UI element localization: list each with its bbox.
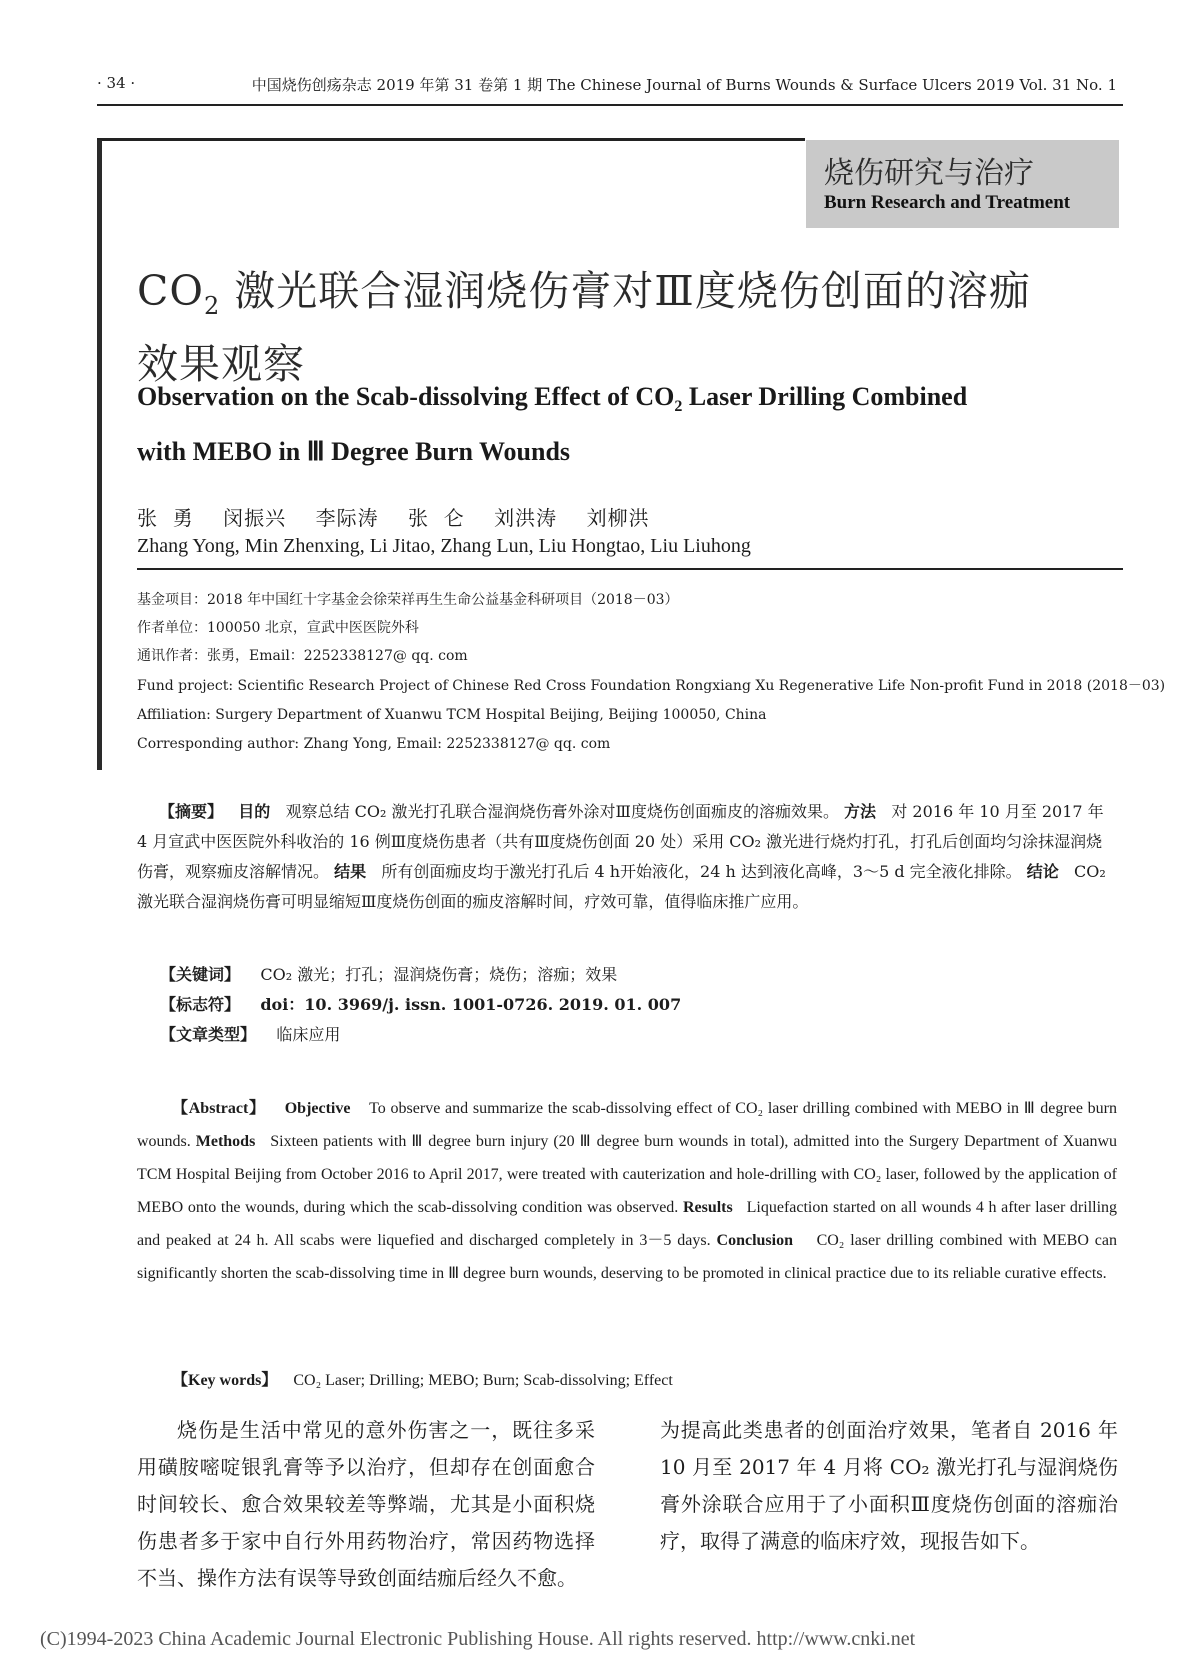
header-rule (97, 104, 1123, 106)
abstract-zh: 【摘要】 目的 观察总结 CO₂ 激光打孔联合湿润烧伤膏外涂对Ⅲ度烧伤创面痂皮的溶痂效果。 方法 对 2016 年 10 月至 2017 年 4 月宣武中医医院外科收治的 16 例Ⅲ度烧伤患者（共有Ⅲ度烧伤创面 20 处）采用 CO₂ 激光进行烧灼打孔，打孔后创面均匀涂抹湿润烧伤膏，观察痂皮溶解情况。 结果 所有创面痂皮均于激光打孔后 4 h开始液化，24 h 达到液化高峰，3～5 d 完全液化排除。 结论 CO₂ 激光联合湿润烧伤膏可明显缩短Ⅲ度烧伤创面的痂皮溶解时间，疗效可靠，值得临床推广应用。 (137, 802, 1106, 911)
corresponding-zh: 通讯作者：张勇，Email：2252338127@ qq. com (137, 648, 468, 664)
running-header (97, 74, 1117, 98)
corresponding-en: Corresponding author: Zhang Yong, Email: 2252338127@ qq. com (137, 736, 611, 752)
title-block-rule (97, 138, 805, 141)
body-column-left: 烧伤是生活中常见的意外伤害之一，既往多采用磺胺嘧啶银乳膏等予以治疗，但却存在创面愈合时间较长、愈合效果较差等弊端，尤其是小面积烧伤患者多于家中自行外用药物治疗，常因药物选择不当、操作方法有误等导致创面结痂后经久不愈。 (137, 1418, 595, 1590)
journal-citation: 中国烧伤创疡杂志 2019 年第 31 卷第 1 期 The Chinese Journal of Burns Wounds & Surface Ulcers 2019 Vol. 31 No. 1 (251, 76, 1117, 94)
section-title-zh: 烧伤研究与治疗 (824, 156, 1034, 191)
title-block-bar (97, 140, 102, 770)
affiliation-en: Affiliation: Surgery Department of Xuanwu TCM Hospital Beijing, Beijing 100050, China (137, 707, 767, 723)
section-title-en: Burn Research and Treatment (824, 192, 1071, 213)
abstract-en: 【Abstract】 Objective To observe and summarize the scab-dissolving effect of CO₂ laser drilling combined with MEBO in Ⅲ degree burn wounds. Methods Sixteen patients with Ⅲ degree burn injury (20 Ⅲ degree burn wounds in total), admitted into the Surgery Department of Xuanwu TCM Hospital Beijing from October 2016 to April 2017, were treated with cauterization and hole-drilling with CO₂ laser, followed by the application of MEBO onto the wounds, during which the scab-dissolving condition was observed. Results Liquefaction started on all wounds 4 h after laser drilling and peaked at 24 h. All scabs were liquefied and discharged completely in 3－5 days. Conclusion CO₂ laser drilling combined with MEBO can significantly shorten the scab-dissolving time in Ⅲ degree burn wounds, deserving to be promoted in clinical practice due to its reliable curative effects. (137, 1100, 1118, 1282)
article-title-zh: $CO_2$ 激光联合湿润烧伤膏对Ⅲ度烧伤创面的溶痂 效果观察 (137, 267, 1031, 389)
keywords-zh: 【关键词】 CO₂ 激光；打孔；湿润烧伤膏；烧伤；溶痂；效果 (160, 965, 618, 984)
section-label (806, 140, 1119, 228)
doi-line: 【标志符】 doi：10. 3969/j. issn. 1001-0726. 2019. 01. 007 (160, 995, 682, 1014)
authors-zh: 张 勇 闵振兴 李际涛 张 仑 刘洪涛 刘柳洪 (137, 506, 650, 530)
article-type-line: 【文章类型】 临床应用 (160, 1025, 341, 1044)
fund-zh: 基金项目：2018 年中国红十字基金会徐荣祥再生生命公益基金科研项目（2018－03） (137, 592, 679, 608)
doi-value: doi：10. 3969/j. issn. 1001-0726. 2019. 01. 007 (260, 995, 682, 1014)
article-title-en: Observation on the Scab-dissolving Effect of $CO_2$ Laser Drilling Combined with MEBO in Ⅲ Degree Burn Wounds (137, 382, 968, 467)
body-column-right: 为提高此类患者的创面治疗效果，笔者自 2016 年 10 月至 2017 年 4 月将 CO₂ 激光打孔与湿润烧伤膏外涂联合应用于了小面积Ⅲ度烧伤创面的溶痂治疗，取得了满意的临床疗效，现报告如下。 (660, 1418, 1118, 1553)
page-number: · 34 · (97, 74, 136, 92)
authors-en: Zhang Yong, Min Zhenxing, Li Jitao, Zhang Lun, Liu Hongtao, Liu Liuhong (137, 535, 751, 557)
affiliation-zh: 作者单位：100050 北京，宣武中医医院外科 (137, 620, 419, 636)
keywords-en: 【Key words】 CO₂ Laser; Drilling; MEBO; Burn; Scab-dissolving; Effect (172, 1372, 673, 1389)
fund-en: Fund project: Scientific Research Project of Chinese Red Cross Foundation Rongxiang Xu Regenerative Life Non-profit Fund in 2018 (2018－03) (137, 678, 1166, 694)
authors-rule (137, 568, 1123, 570)
copyright-footer: (C)1994-2023 China Academic Journal Electronic Publishing House. All rights reserved. http://www.cnki.net (40, 1628, 916, 1650)
